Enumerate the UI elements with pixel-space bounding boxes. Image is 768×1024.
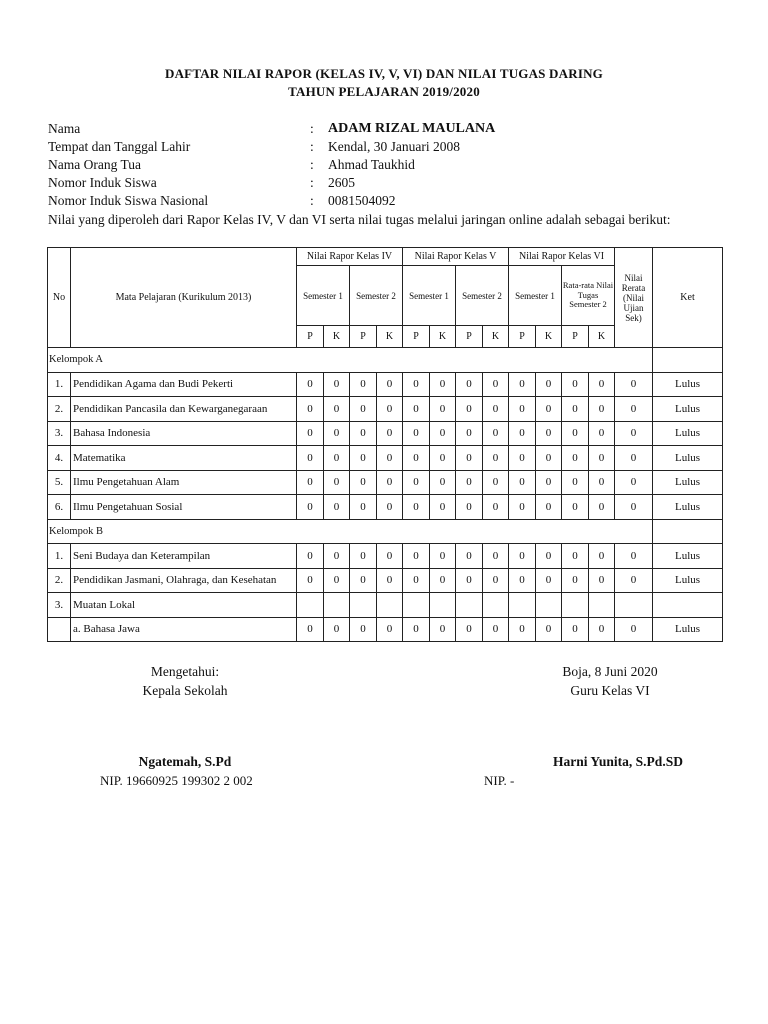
grades-table bbox=[47, 247, 723, 642]
field-label: Nama bbox=[48, 121, 81, 136]
grade-cell bbox=[562, 593, 589, 618]
grade-cell bbox=[324, 593, 350, 618]
grade-cell: 0 bbox=[483, 470, 509, 495]
grade-cell: 0 bbox=[297, 397, 324, 422]
grade-cell bbox=[509, 593, 536, 618]
principal-title: Kepala Sekolah bbox=[142, 683, 228, 698]
field-nama bbox=[48, 120, 728, 138]
grade-cell: 0 bbox=[562, 397, 589, 422]
grade-cell: 0 bbox=[324, 446, 350, 471]
subject-name: a. Bahasa Jawa bbox=[71, 617, 297, 642]
grade-cell: 0 bbox=[350, 568, 377, 593]
field-separator: : bbox=[310, 157, 314, 172]
grade-cell: 0 bbox=[456, 617, 483, 642]
grade-cell: 0 bbox=[350, 470, 377, 495]
table-row bbox=[48, 397, 723, 422]
grade-cell: 0 bbox=[456, 544, 483, 569]
field-birth bbox=[48, 138, 728, 156]
subject-name: Matematika bbox=[71, 446, 297, 471]
grade-cell: 0 bbox=[562, 421, 589, 446]
field-value: 0081504092 bbox=[328, 193, 396, 208]
grade-cell: 0 bbox=[589, 446, 615, 471]
grade-cell bbox=[350, 593, 377, 618]
grade-cell: 0 bbox=[456, 470, 483, 495]
table-row bbox=[48, 372, 723, 397]
grade-cell: 0 bbox=[430, 446, 456, 471]
grade-cell bbox=[377, 593, 403, 618]
header-p: P bbox=[297, 326, 324, 348]
grade-cell: 0 bbox=[403, 372, 430, 397]
row-number: 2. bbox=[48, 397, 71, 422]
grade-cell: 0 bbox=[456, 421, 483, 446]
grade-cell: 0 bbox=[615, 470, 653, 495]
table-row bbox=[48, 568, 723, 593]
subject-name: Ilmu Pengetahuan Alam bbox=[71, 470, 297, 495]
header-k: K bbox=[483, 326, 509, 348]
grade-cell: 0 bbox=[403, 421, 430, 446]
grade-cell: 0 bbox=[297, 544, 324, 569]
grade-cell: 0 bbox=[483, 568, 509, 593]
status-cell: Lulus bbox=[653, 372, 723, 397]
grade-cell bbox=[615, 593, 653, 618]
field-separator: : bbox=[310, 175, 314, 190]
grade-cell: 0 bbox=[377, 617, 403, 642]
grade-cell: 0 bbox=[483, 544, 509, 569]
grade-cell: 0 bbox=[509, 544, 536, 569]
grade-cell: 0 bbox=[562, 495, 589, 520]
group-b-label: Kelompok B bbox=[48, 519, 615, 544]
grade-cell: 0 bbox=[377, 372, 403, 397]
grade-cell bbox=[483, 593, 509, 618]
grade-cell: 0 bbox=[377, 421, 403, 446]
grade-cell: 0 bbox=[403, 544, 430, 569]
table-row bbox=[48, 470, 723, 495]
grade-cell: 0 bbox=[324, 421, 350, 446]
header-p: P bbox=[403, 326, 430, 348]
grade-cell: 0 bbox=[430, 372, 456, 397]
grade-cell: 0 bbox=[589, 544, 615, 569]
group-b-body bbox=[48, 519, 723, 642]
status-cell: Lulus bbox=[653, 568, 723, 593]
grade-cell: 0 bbox=[509, 372, 536, 397]
row-number: 4. bbox=[48, 446, 71, 471]
grade-cell: 0 bbox=[297, 617, 324, 642]
grade-cell: 0 bbox=[536, 617, 562, 642]
table-row bbox=[48, 495, 723, 520]
grade-cell: 0 bbox=[562, 446, 589, 471]
field-value: 2605 bbox=[328, 175, 355, 190]
grade-cell: 0 bbox=[430, 617, 456, 642]
grade-cell: 0 bbox=[562, 470, 589, 495]
grade-cell: 0 bbox=[536, 372, 562, 397]
grade-cell: 0 bbox=[297, 470, 324, 495]
header-kelas-iv: Nilai Rapor Kelas IV bbox=[297, 248, 403, 266]
grade-cell: 0 bbox=[324, 470, 350, 495]
grade-cell: 0 bbox=[430, 470, 456, 495]
status-cell: Lulus bbox=[653, 446, 723, 471]
grade-cell: 0 bbox=[324, 617, 350, 642]
grade-cell: 0 bbox=[403, 495, 430, 520]
field-nisn bbox=[48, 192, 728, 210]
grade-cell: 0 bbox=[377, 470, 403, 495]
grade-cell: 0 bbox=[403, 397, 430, 422]
grade-cell: 0 bbox=[536, 470, 562, 495]
header-p: P bbox=[350, 326, 377, 348]
group-fill bbox=[615, 519, 653, 544]
grade-cell bbox=[403, 593, 430, 618]
header-subject: Mata Pelajaran (Kurikulum 2013) bbox=[71, 248, 297, 348]
grade-cell: 0 bbox=[589, 470, 615, 495]
grade-cell: 0 bbox=[562, 544, 589, 569]
field-label: Nomor Induk Siswa Nasional bbox=[48, 193, 209, 208]
grade-cell: 0 bbox=[350, 495, 377, 520]
table-row bbox=[48, 446, 723, 471]
grade-cell bbox=[589, 593, 615, 618]
grade-cell: 0 bbox=[536, 421, 562, 446]
grade-cell bbox=[297, 593, 324, 618]
status-cell: Lulus bbox=[653, 470, 723, 495]
principal-block bbox=[110, 662, 260, 700]
table-row bbox=[48, 544, 723, 569]
principal-name: Ngatemah, S.Pd bbox=[138, 754, 232, 769]
grade-cell: 0 bbox=[324, 397, 350, 422]
header-p: P bbox=[562, 326, 589, 348]
grade-cell: 0 bbox=[403, 470, 430, 495]
grade-cell: 0 bbox=[430, 421, 456, 446]
header-kelas-vi: Nilai Rapor Kelas VI bbox=[509, 248, 615, 266]
row-number: 1. bbox=[48, 544, 71, 569]
grade-cell: 0 bbox=[615, 372, 653, 397]
grade-cell: 0 bbox=[562, 372, 589, 397]
row-number: 1. bbox=[48, 372, 71, 397]
grade-cell: 0 bbox=[536, 568, 562, 593]
grade-cell: 0 bbox=[324, 544, 350, 569]
grade-cell: 0 bbox=[456, 495, 483, 520]
header-k: K bbox=[324, 326, 350, 348]
grade-cell: 0 bbox=[377, 446, 403, 471]
grade-cell: 0 bbox=[456, 568, 483, 593]
header-k: K bbox=[589, 326, 615, 348]
student-info bbox=[48, 120, 728, 227]
header-rerata-text: Nilai Rerata (Nilai Ujian Sek) bbox=[621, 272, 646, 323]
grade-cell: 0 bbox=[509, 397, 536, 422]
grade-cell: 0 bbox=[377, 397, 403, 422]
grade-cell: 0 bbox=[297, 372, 324, 397]
grade-cell: 0 bbox=[483, 495, 509, 520]
grade-cell: 0 bbox=[324, 495, 350, 520]
grade-cell: 0 bbox=[403, 617, 430, 642]
header-no: No bbox=[48, 248, 71, 348]
grade-cell: 0 bbox=[483, 446, 509, 471]
status-cell bbox=[653, 593, 723, 618]
group-fill bbox=[615, 348, 653, 373]
grade-cell: 0 bbox=[483, 617, 509, 642]
group-fill bbox=[653, 519, 723, 544]
header-rata-tugas: Rata-rata Nilai Tugas Semester 2 bbox=[562, 266, 615, 326]
field-separator: : bbox=[310, 193, 314, 208]
field-label: Nomor Induk Siswa bbox=[48, 175, 157, 190]
header-k: K bbox=[430, 326, 456, 348]
row-number: 2. bbox=[48, 568, 71, 593]
row-number bbox=[48, 617, 71, 642]
teacher-title: Guru Kelas VI bbox=[570, 683, 650, 698]
grade-cell: 0 bbox=[403, 446, 430, 471]
grade-cell: 0 bbox=[483, 372, 509, 397]
header-p: P bbox=[509, 326, 536, 348]
grade-cell: 0 bbox=[430, 568, 456, 593]
grade-cell: 0 bbox=[509, 446, 536, 471]
place-date: Boja, 8 Juni 2020 bbox=[562, 664, 658, 679]
grade-cell: 0 bbox=[615, 617, 653, 642]
teacher-name: Harni Yunita, S.Pd.SD bbox=[553, 754, 683, 769]
grade-cell: 0 bbox=[509, 495, 536, 520]
grade-cell: 0 bbox=[430, 495, 456, 520]
group-row bbox=[48, 519, 723, 544]
subject-name: Seni Budaya dan Keterampilan bbox=[71, 544, 297, 569]
grade-cell: 0 bbox=[456, 446, 483, 471]
grade-cell: 0 bbox=[377, 568, 403, 593]
grade-cell: 0 bbox=[377, 495, 403, 520]
grade-cell: 0 bbox=[483, 421, 509, 446]
grade-cell: 0 bbox=[562, 568, 589, 593]
grade-cell: 0 bbox=[589, 372, 615, 397]
header-k: K bbox=[536, 326, 562, 348]
grade-cell: 0 bbox=[589, 617, 615, 642]
grade-cell: 0 bbox=[615, 495, 653, 520]
table-row bbox=[48, 421, 723, 446]
group-a-label: Kelompok A bbox=[48, 348, 615, 373]
grade-cell: 0 bbox=[509, 421, 536, 446]
header-k4-sem1: Semester 1 bbox=[297, 266, 350, 326]
grade-cell: 0 bbox=[509, 568, 536, 593]
teacher-nip: NIP. - bbox=[484, 773, 515, 788]
group-a-body bbox=[48, 348, 723, 520]
field-separator: : bbox=[310, 121, 314, 136]
row-number: 6. bbox=[48, 495, 71, 520]
header-k4-sem2: Semester 2 bbox=[350, 266, 403, 326]
teacher-block bbox=[520, 662, 700, 700]
header-p: P bbox=[456, 326, 483, 348]
header-kelas-v: Nilai Rapor Kelas V bbox=[403, 248, 509, 266]
grade-cell: 0 bbox=[297, 495, 324, 520]
grade-cell: 0 bbox=[536, 397, 562, 422]
status-cell: Lulus bbox=[653, 421, 723, 446]
field-label: Nama Orang Tua bbox=[48, 157, 141, 172]
grade-cell: 0 bbox=[615, 446, 653, 471]
table-row bbox=[48, 593, 723, 618]
grade-cell: 0 bbox=[350, 446, 377, 471]
document-subtitle: TAHUN PELAJARAN 2019/2020 bbox=[288, 84, 480, 99]
grade-cell: 0 bbox=[350, 372, 377, 397]
grade-cell: 0 bbox=[297, 421, 324, 446]
grade-cell: 0 bbox=[297, 568, 324, 593]
field-separator: : bbox=[310, 139, 314, 154]
header-k5-sem2: Semester 2 bbox=[456, 266, 509, 326]
field-parent bbox=[48, 156, 728, 174]
row-number: 3. bbox=[48, 593, 71, 618]
header-ket: Ket bbox=[653, 248, 723, 348]
grade-cell: 0 bbox=[350, 397, 377, 422]
row-number: 5. bbox=[48, 470, 71, 495]
document-title: DAFTAR NILAI RAPOR (KELAS IV, V, VI) DAN NILAI TUGAS DARING bbox=[165, 66, 603, 81]
status-cell: Lulus bbox=[653, 495, 723, 520]
intro-note: Nilai yang diperoleh dari Rapor Kelas IV, V dan VI serta nilai tugas melalui jaringan online adalah sebagai berikut: bbox=[48, 212, 671, 227]
grade-cell: 0 bbox=[350, 421, 377, 446]
group-row bbox=[48, 348, 723, 373]
header-k6-sem1: Semester 1 bbox=[509, 266, 562, 326]
field-nis bbox=[48, 174, 728, 192]
field-label: Tempat dan Tanggal Lahir bbox=[48, 139, 191, 154]
grade-cell: 0 bbox=[536, 446, 562, 471]
acknowledged-label: Mengetahui: bbox=[150, 664, 220, 679]
grade-cell: 0 bbox=[589, 568, 615, 593]
header-k: K bbox=[377, 326, 403, 348]
grade-cell: 0 bbox=[509, 470, 536, 495]
grade-cell: 0 bbox=[403, 568, 430, 593]
grade-cell bbox=[430, 593, 456, 618]
grade-cell: 0 bbox=[456, 397, 483, 422]
grade-cell: 0 bbox=[589, 495, 615, 520]
subject-name: Ilmu Pengetahuan Sosial bbox=[71, 495, 297, 520]
field-value: Kendal, 30 Januari 2008 bbox=[328, 139, 460, 154]
grade-cell: 0 bbox=[536, 495, 562, 520]
grade-cell: 0 bbox=[615, 568, 653, 593]
subject-name: Bahasa Indonesia bbox=[71, 421, 297, 446]
table-row bbox=[48, 617, 723, 642]
field-value: Ahmad Taukhid bbox=[328, 157, 415, 172]
grade-cell: 0 bbox=[350, 544, 377, 569]
status-cell: Lulus bbox=[653, 544, 723, 569]
grade-cell: 0 bbox=[430, 397, 456, 422]
grade-cell bbox=[536, 593, 562, 618]
subject-name: Pendidikan Jasmani, Olahraga, dan Kesehatan bbox=[71, 568, 297, 593]
subject-name: Pendidikan Pancasila dan Kewarganegaraan bbox=[71, 397, 297, 422]
group-fill bbox=[653, 348, 723, 373]
grade-cell: 0 bbox=[615, 397, 653, 422]
principal-nip: NIP. 19660925 199302 2 002 bbox=[100, 773, 253, 788]
grade-cell: 0 bbox=[509, 617, 536, 642]
grade-cell: 0 bbox=[324, 568, 350, 593]
header-rerata bbox=[615, 248, 653, 348]
grade-cell: 0 bbox=[536, 544, 562, 569]
grade-cell: 0 bbox=[589, 397, 615, 422]
grade-cell bbox=[456, 593, 483, 618]
grade-cell: 0 bbox=[562, 617, 589, 642]
grade-cell: 0 bbox=[456, 372, 483, 397]
status-cell: Lulus bbox=[653, 397, 723, 422]
grade-cell: 0 bbox=[324, 372, 350, 397]
grade-cell: 0 bbox=[615, 421, 653, 446]
grade-cell: 0 bbox=[377, 544, 403, 569]
grade-cell: 0 bbox=[589, 421, 615, 446]
status-cell: Lulus bbox=[653, 617, 723, 642]
student-name: ADAM RIZAL MAULANA bbox=[328, 121, 496, 136]
subject-name: Pendidikan Agama dan Budi Pekerti bbox=[71, 372, 297, 397]
grade-cell: 0 bbox=[297, 446, 324, 471]
grade-cell: 0 bbox=[350, 617, 377, 642]
grade-cell: 0 bbox=[430, 544, 456, 569]
subject-name: Muatan Lokal bbox=[71, 593, 297, 618]
header-k5-sem1: Semester 1 bbox=[403, 266, 456, 326]
grade-cell: 0 bbox=[615, 544, 653, 569]
row-number: 3. bbox=[48, 421, 71, 446]
grade-cell: 0 bbox=[483, 397, 509, 422]
